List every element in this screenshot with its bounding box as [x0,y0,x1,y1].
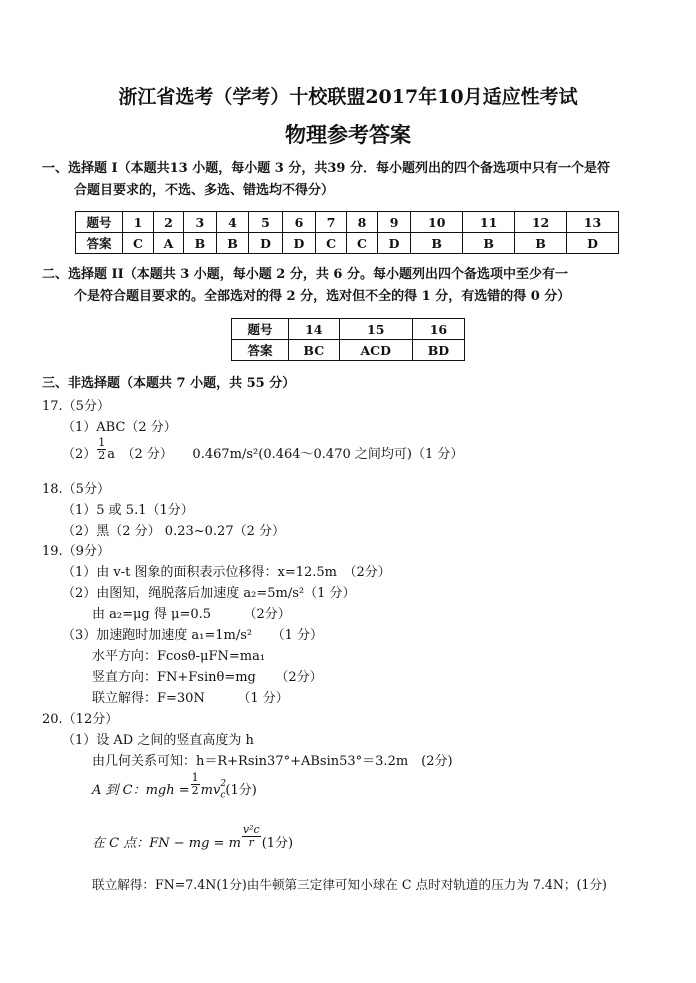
q20-label: 20.（12分） [42,712,119,727]
fraction-v-squared-over-r [242,824,261,849]
question-number-cell: 3 [184,212,217,233]
answer-cell: B [463,233,515,254]
q19-part3-horizontal: 水平方向：Fcosθ-μFN=ma₁ [92,649,266,664]
question-number-cell: 4 [216,212,249,233]
question-number-cell: 8 [346,212,377,233]
q18-label: 18.（5分） [42,482,110,497]
table-row-label: 题号 [232,319,289,340]
answer-cell: B [515,233,567,254]
question-number-cell: 13 [566,212,618,233]
question-number-cell: 5 [249,212,282,233]
question-number-cell: 6 [282,212,315,233]
q20-energy-equation [92,771,257,805]
q17-part2 [62,436,464,464]
table-row-numbers [232,319,465,340]
section1-instructions-line2: 合题目要求的，不选、多选、错选均不得分） [74,183,335,198]
q19-part3: （3）加速跑时加速度 a₁=1m/s² （1 分） [62,628,324,643]
question-number-cell: 7 [316,212,347,233]
fraction-denominator: r [248,836,254,849]
question-number-cell: 2 [153,212,183,233]
table-row-answers [76,233,619,254]
table-row-answers [232,340,465,361]
answer-cell: D [282,233,315,254]
answer-cell: D [377,233,410,254]
table-row-label: 答案 [76,233,123,254]
question-number-cell: 14 [289,319,340,340]
score-note: (1分) [225,783,257,798]
answer-cell: ACD [339,340,412,361]
question-number-cell: 1 [123,212,154,233]
section1-answer-table [75,211,619,254]
q18-part1: （1）5 或 5.1（1分） [62,503,194,518]
q20-conclusion: 联立解得：FN=7.4N(1分)由牛顿第三定律可知小球在 C 点时对轨道的压力为 7.4N；(1分) [92,877,607,892]
score-note: (1分) [261,836,294,851]
q19-label: 19.（9分） [42,544,110,559]
q17-part2-rest: a （2 分） 0.467m/s²(0.464～0.470 之间均可)（1 分） [107,447,464,462]
table-row-numbers [76,212,619,233]
q19-part2: （2）由图知，绳脱落后加速度 a₂=5m/s²（1 分） [62,586,356,601]
q18-part2: （2）黑（2 分） 0.23~0.27（2 分） [62,524,285,539]
q20-force-equation [92,823,294,853]
question-number-cell: 10 [411,212,463,233]
answer-cell: BC [289,340,340,361]
fraction-one-half [191,772,200,797]
equation-mv: mv [200,783,221,798]
q19-part3-result: 联立解得：F=30N （1 分） [92,691,289,706]
page-subtitle: 物理参考答案 [285,122,411,147]
q19-part3-vertical: 竖直方向：FN+Fsinθ=mg （2分） [92,670,323,685]
section2-instructions-line2: 个是符合题目要求的。全部选对的得 2 分，选对但不全的得 1 分，有选错的得 0 分） [74,289,571,304]
equation-lhs: 在 C 点：FN − mg = m [92,836,241,851]
table-row-label: 题号 [76,212,123,233]
section1-instructions-line1: 一、选择题 I（本题共13 小题，每小题 3 分，共39 分．每小题列出的四个备选项中只有一个是符 [42,161,610,176]
answer-cell: D [249,233,282,254]
answer-cell: C [123,233,154,254]
fraction-denominator: 2 [98,449,106,462]
section2-instructions-line1: 二、选择题 II（本题共 3 小题，每小题 2 分，共 6 分。每小题列出四个备选项中至少有一 [42,267,568,282]
fraction-one-half [97,437,106,462]
answer-cell: A [153,233,183,254]
question-number-cell: 16 [412,319,464,340]
answer-cell: C [316,233,347,254]
question-number-cell: 9 [377,212,410,233]
question-number-cell: 11 [463,212,515,233]
fraction-numerator: 1 [191,771,199,784]
q19-part1: （1）由 v-t 图象的面积表示位移得：x=12.5m （2分） [62,565,391,580]
fraction-numerator: v²c [242,823,260,836]
page-title: 浙江省选考（学考）十校联盟2017年10月适应性考试 [118,86,578,108]
q19-part2-line2: 由 a₂=μg 得 μ=0.5 （2分） [92,607,291,622]
question-number-cell: 12 [515,212,567,233]
answer-cell: B [216,233,249,254]
section3-heading: 三、非选择题（本题共 7 小题，共 55 分） [42,376,296,391]
answer-cell: B [184,233,217,254]
superscript: 2 [220,779,227,789]
q17-label: 17.（5分） [42,399,110,414]
subscript: c [220,790,226,801]
q20-part1: （1）设 AD 之间的竖直高度为 h [62,733,254,748]
equation-lhs: A 到 C：mgh = [92,783,190,798]
q20-geometry: 由几何关系可知：h＝R+Rsin37°+ABsin53°＝3.2m (2分) [92,754,453,769]
fraction-numerator: 1 [98,436,106,449]
section2-answer-table [231,318,465,361]
q17-part2-prefix: （2） [62,447,97,462]
answer-cell: B [411,233,463,254]
q17-part1: （1）ABC（2 分） [62,420,177,435]
answer-cell: BD [412,340,464,361]
fraction-denominator: 2 [191,784,199,797]
answer-cell: C [346,233,377,254]
table-row-label: 答案 [232,340,289,361]
question-number-cell: 15 [339,319,412,340]
answer-cell: D [566,233,618,254]
